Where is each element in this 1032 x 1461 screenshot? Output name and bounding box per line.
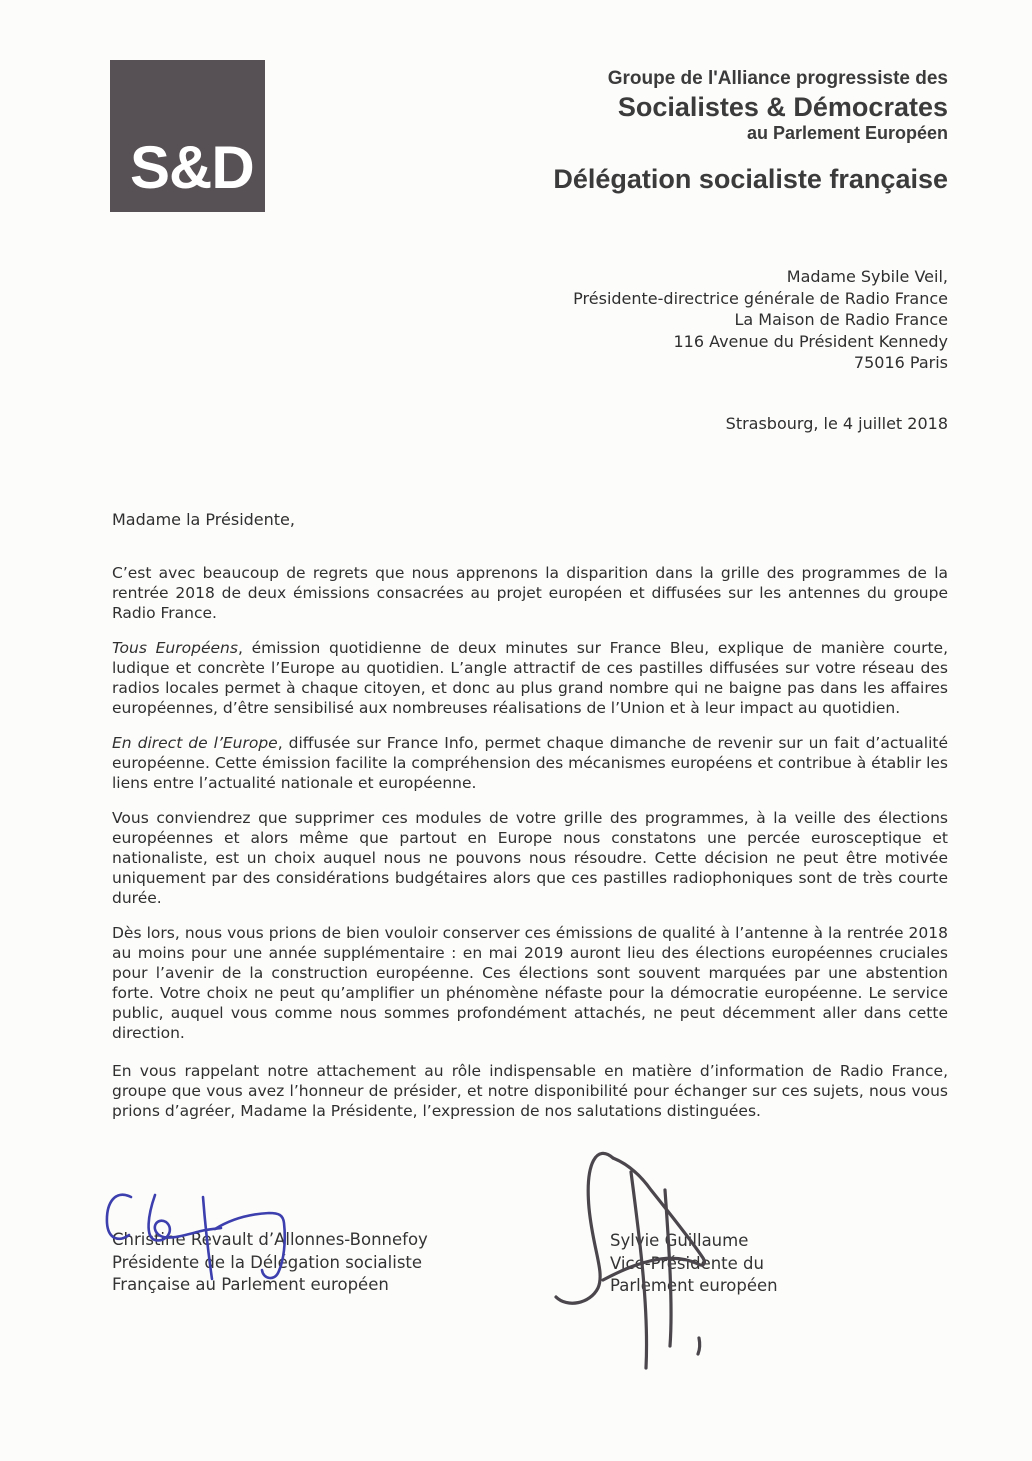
paragraph bbox=[112, 923, 948, 1043]
letterhead-org-name: Socialistes & Démocrates bbox=[617, 92, 948, 122]
signatory-right-block bbox=[610, 1230, 778, 1298]
signatory-left-title: Présidente de la Délégation socialiste bbox=[112, 1252, 423, 1272]
recipient-line: La Maison de Radio France bbox=[734, 310, 948, 329]
paragraph-text: En vous rappelant notre attachement au rôle indispensable en matière d’information de Radio France, groupe que vous avez l’honneur de présider, et notre disponibilité pour échanger sur ces sujets, nous vous prions d’agréer, Madame la Présidente, l’expression de nos salutations distinguées. bbox=[112, 1062, 948, 1120]
recipient-line: 116 Avenue du Président Kennedy bbox=[673, 331, 948, 351]
recipient-line: Présidente-directrice générale de Radio France bbox=[573, 288, 948, 308]
sd-logo-text: S&D bbox=[130, 134, 254, 201]
paragraph bbox=[112, 638, 948, 718]
signatory-left-title: Française au Parlement européen bbox=[112, 1275, 389, 1294]
paragraph bbox=[112, 808, 948, 908]
salutation: Madame la Présidente, bbox=[112, 510, 295, 529]
signatory-right-name: Sylvie Guillaume bbox=[610, 1231, 749, 1250]
signatory-left-name: Christine Revault d’Allonnes-Bonnefoy bbox=[112, 1230, 428, 1249]
letterhead-parliament-line: au Parlement Européen bbox=[746, 123, 948, 143]
paragraph-text: , émission quotidienne de deux minutes sur France Bleu, explique de manière courte, ludique et concrète l’Europe au quotidien. L’angle attractif de ces pastilles diffusées sur votre réseau des radios locales permet à chaque citoyen, et donc au plus grand nombre qui ne baigne pas dans les affaires européennes, d’être sensibilisé aux nombreuses réalisations de l’Union et à leur impact au quotidien. bbox=[112, 639, 948, 717]
letter-body bbox=[112, 563, 948, 1136]
paragraph-text: Vous conviendrez que supprimer ces modules de votre grille des programmes, à la veille des élections européennes et alors même que partout en Europe nous constatons une percée eurosceptique et nationaliste, est un choix auquel nous ne pouvons nous résoudre. Cette décision ne peut être motivée uniquement par des considérations budgétaires alors que ces pastilles radiophoniques sont de très courte durée. bbox=[112, 809, 948, 907]
sd-logo bbox=[110, 60, 265, 212]
paragraph-lead: En direct de l’Europe bbox=[112, 734, 278, 752]
recipient-line: 75016 Paris bbox=[853, 353, 948, 372]
paragraph bbox=[112, 563, 948, 623]
paragraph bbox=[112, 1061, 948, 1121]
letterhead-delegation: Délégation socialiste française bbox=[553, 164, 948, 194]
recipient-block bbox=[573, 266, 948, 374]
recipient-line: Madame Sybile Veil, bbox=[786, 267, 948, 286]
paragraph-lead: Tous Européens bbox=[112, 639, 238, 657]
signatory-right-title: Vice-Présidente du bbox=[610, 1253, 764, 1273]
signatory-right-title: Parlement européen bbox=[610, 1276, 778, 1295]
paragraph-text: , diffusée sur France Info, permet chaque dimanche de revenir sur un fait d’actualité européenne. Cette émission facilite la compréhension des mécanismes européens et contribue à établir les liens entre l’actualité nationale et européenne. bbox=[112, 734, 948, 792]
signatory-left-block bbox=[112, 1229, 428, 1297]
paragraph-text: Dès lors, nous vous prions de bien vouloir conserver ces émissions de qualité à l’antenne à la rentrée 2018 au moins pour une année supplémentaire : en mai 2019 auront lieu des élections européennes cruciales pour l’avenir de la construction européenne. Ces élections sont souvent marquées par une abstention forte. Votre choix ne peut qu’amplifier un phénomène néfaste pour la démocratie européenne. Le service public, auquel vous comme nous sommes profondément attachés, ne peut décemment aller dans cette direction. bbox=[112, 924, 948, 1042]
paragraph-text: C’est avec beaucoup de regrets que nous apprenons la disparition dans la grille des programmes de la rentrée 2018 de deux émissions consacrées au projet européen et diffusées sur les antennes du groupe Radio France. bbox=[112, 564, 948, 622]
dateline: Strasbourg, le 4 juillet 2018 bbox=[725, 414, 948, 433]
letterhead bbox=[553, 66, 948, 194]
letterhead-group-line: Groupe de l'Alliance progressiste des bbox=[607, 68, 948, 89]
paragraph bbox=[112, 733, 948, 793]
